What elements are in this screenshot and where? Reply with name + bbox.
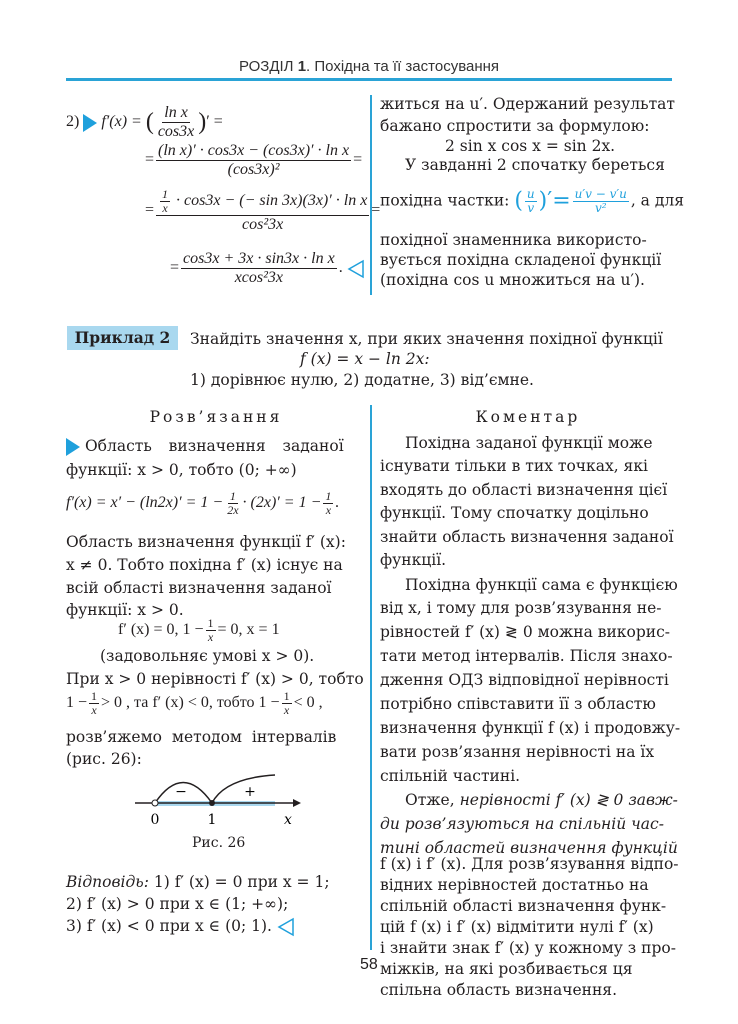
- section-label: РОЗДІЛ: [238, 58, 298, 75]
- solution-line: Область визначення функції f′ (x):: [66, 533, 346, 551]
- den: x: [283, 703, 290, 717]
- open-point: [152, 800, 158, 806]
- equals: =: [145, 151, 155, 169]
- derivation-line-3: [170, 250, 365, 287]
- comment-line: існувати тільки в тих точках, які: [380, 457, 648, 475]
- num: 1: [91, 689, 98, 703]
- derivation-line-2: [145, 188, 380, 234]
- num: u: [526, 187, 535, 201]
- comment-line: функції.: [380, 551, 447, 569]
- num: 1: [325, 489, 332, 503]
- closed-point: [209, 800, 215, 806]
- tick-1: 1: [207, 812, 217, 828]
- column-divider-bottom: [370, 405, 372, 950]
- den: x: [325, 503, 332, 517]
- num: u′v − v′u: [574, 187, 627, 201]
- num: 1: [162, 187, 169, 201]
- part: 1 −: [66, 694, 88, 712]
- solution-line: x ≠ 0. Тобто похідна f′ (x) існує на: [66, 556, 343, 574]
- comment-line: від x, і тому для розв’язування не-: [380, 599, 662, 617]
- comment-line: відних нерівностей достатньо на: [380, 876, 649, 894]
- comment-line: цій f (x) і f′ (x) відмітити нулі f′ (x): [380, 918, 654, 936]
- figure-caption: Рис. 26: [192, 835, 246, 851]
- part: f′ (x) = 0, 1 −: [118, 621, 204, 639]
- answer-line-1: [66, 872, 330, 892]
- section-title: . Похідна та її застосування: [306, 58, 500, 75]
- period: .: [338, 259, 343, 277]
- comment-line: дження ОДЗ відповідної нерівності: [380, 671, 669, 689]
- comment-line: функції. Тому спочатку доцільно: [380, 504, 649, 522]
- solution-line: розв’яжемо методом інтервалів: [66, 728, 337, 746]
- answer-line-2: 2) f′ (x) > 0 при x ∈ (1; +∞);: [66, 895, 289, 913]
- inequalities-line: [66, 690, 323, 717]
- comment-line: тати метод інтервалів. Після знахо-: [380, 647, 673, 665]
- comment-line: і знайти знак f′ (x) у кожному з про-: [380, 939, 676, 957]
- column-divider-top: [370, 95, 372, 295]
- zero-equation: [118, 617, 280, 644]
- comment-line: знайти область визначення заданої: [380, 528, 674, 546]
- den: x: [207, 630, 214, 644]
- solution-heading: Розв’язання: [149, 408, 283, 426]
- comment-line: рівностей f′ (x) ≷ 0 можна викорис-: [380, 623, 670, 641]
- axis-arrow-icon: [293, 799, 301, 807]
- equals: =: [353, 151, 363, 169]
- text-line: бажано спростити за формулою:: [380, 117, 650, 135]
- equals: =: [371, 201, 381, 219]
- num: 1: [207, 616, 214, 630]
- comment-line: спільна область визначення.: [380, 981, 617, 999]
- answer-line-3: [66, 916, 295, 937]
- part: · (2x)′ = 1 −: [242, 494, 322, 512]
- den: x: [162, 201, 168, 215]
- text-line: житься на u′. Одержаний результат: [380, 95, 675, 113]
- num: ln x: [164, 104, 188, 121]
- running-header: [0, 58, 738, 75]
- comment-line: Похідна заданої функції може: [405, 434, 653, 452]
- solution-line: всій області визначення заданої: [66, 579, 332, 597]
- text: 3) f′ (x) < 0 при x ∈ (0; 1).: [66, 917, 272, 935]
- example-label: Приклад 2: [67, 326, 178, 350]
- derivative-formula: [66, 490, 339, 517]
- comment-line: міжків, на які розбивається ця: [380, 960, 633, 978]
- den: xcos²3x: [234, 269, 284, 286]
- comment-line: ди розв’язуються на спільній час-: [380, 815, 664, 833]
- tail: ′ =: [206, 113, 223, 131]
- part: < 0 ,: [293, 694, 323, 712]
- solution-line: (задовольняє умові x > 0).: [100, 647, 315, 665]
- solution-line: функції: x > 0.: [66, 601, 184, 619]
- text: , а для: [630, 191, 685, 210]
- comment-line: визначення функції f (x) і продовжу-: [380, 719, 681, 737]
- section-number: 1: [297, 58, 307, 75]
- comment-line: спільній частині.: [380, 767, 521, 785]
- part: > 0 , та f′ (x) < 0, тобто 1 −: [101, 694, 280, 712]
- text-line: вується похідна складеної функції: [380, 251, 662, 269]
- comment-line: вати розв’язання нерівності на їх: [380, 743, 655, 761]
- item-number: 2): [66, 113, 80, 131]
- comment-heading: Коментар: [475, 408, 581, 426]
- plus-sign: +: [244, 784, 256, 800]
- task-function: f (x) = x − ln 2x:: [300, 350, 430, 368]
- text-line: У завданні 2 спочатку береться: [405, 156, 665, 174]
- equals: =: [145, 201, 155, 219]
- solution-end-icon: [347, 259, 365, 279]
- solution-line-2: функції: x > 0, тобто (0; +∞): [66, 461, 297, 479]
- text-line: похідної знаменника використо-: [380, 231, 647, 249]
- text: Отже,: [405, 791, 460, 809]
- solution-line: При x > 0 нерівності f′ (x) > 0, тобто: [66, 670, 364, 688]
- page-number: 58: [360, 956, 378, 973]
- text-line: (похідна cos u множиться на u′).: [380, 271, 645, 289]
- derivation-line-1: [145, 142, 362, 179]
- minus-sign: −: [175, 784, 187, 800]
- text: похідна частки:: [380, 191, 515, 210]
- solution-end-icon: [277, 917, 295, 937]
- tick-0: 0: [150, 812, 160, 828]
- num: 1: [229, 489, 236, 503]
- solution-start-icon: [66, 438, 80, 456]
- part: = 0, x = 1: [217, 621, 280, 639]
- quotient-rule-line: похідна частки: ( $\frac{u}{v}$ )′= $\frac{u'v - v'u}{\text{v²}}$ , а для: [380, 187, 685, 215]
- comment-line: Похідна функції сама є функцією: [405, 576, 678, 594]
- formula-line: 2 sin x cos x = sin 2x.: [445, 137, 616, 155]
- interval-diagram: [125, 770, 305, 832]
- comment-line: спільній області визначення функ-: [380, 897, 667, 915]
- den: x: [91, 703, 97, 717]
- comment-line: входять до області визначення цієї: [380, 481, 668, 499]
- header-rule: [66, 78, 672, 81]
- text: Область визначення заданої: [84, 437, 344, 455]
- equals: =: [170, 259, 180, 277]
- num: (ln x)′ · cos3x − (cos3x)′ · ln x: [158, 142, 350, 159]
- den: 2x: [227, 503, 239, 517]
- solution-start-icon: [83, 114, 97, 132]
- comment-line: тині областей визначення функцій: [380, 839, 678, 857]
- emphasis: нерівності f′ (x) ≷ 0 завж-: [459, 791, 678, 809]
- den: (cos3x)²: [227, 161, 280, 178]
- comment-line: потрібно співставити її з областю: [380, 695, 656, 713]
- part: f′(x) = x′ − (ln2x)′ = 1 −: [66, 494, 224, 512]
- num: cos3x + 3x · sin3x · ln x: [183, 250, 335, 267]
- task-line: 1) дорівнює нулю, 2) додатне, 3) від’ємне.: [190, 371, 534, 389]
- comment-line: f (x) і f′ (x). Для розв’язування відпо-: [380, 855, 679, 873]
- period: .: [335, 494, 340, 512]
- den: v: [527, 201, 535, 215]
- num-rest: · cos3x − (− sin 3x)(3x)′ · ln x: [176, 192, 368, 210]
- den: cos3x: [157, 123, 195, 140]
- lhs: f′(x) =: [101, 113, 142, 131]
- comment-line: [405, 790, 678, 810]
- axis-label-x: x: [284, 812, 292, 828]
- num: 1: [283, 689, 290, 703]
- den: v²: [594, 201, 607, 215]
- den: cos²3x: [242, 216, 284, 233]
- text: 1) f′ (x) = 0 при x = 1;: [148, 873, 330, 891]
- solution-line: (рис. 26):: [66, 750, 142, 768]
- derivation-line-0: 2) f′(x) = ( $\frac{\text{ln x}}{\cos 3x}$ )′ =: [66, 104, 223, 140]
- solution-line-1: [66, 436, 344, 456]
- task-line: Знайдіть значення x, при яких значення похідної функції: [190, 330, 663, 348]
- answer-label: Відповідь:: [66, 873, 149, 891]
